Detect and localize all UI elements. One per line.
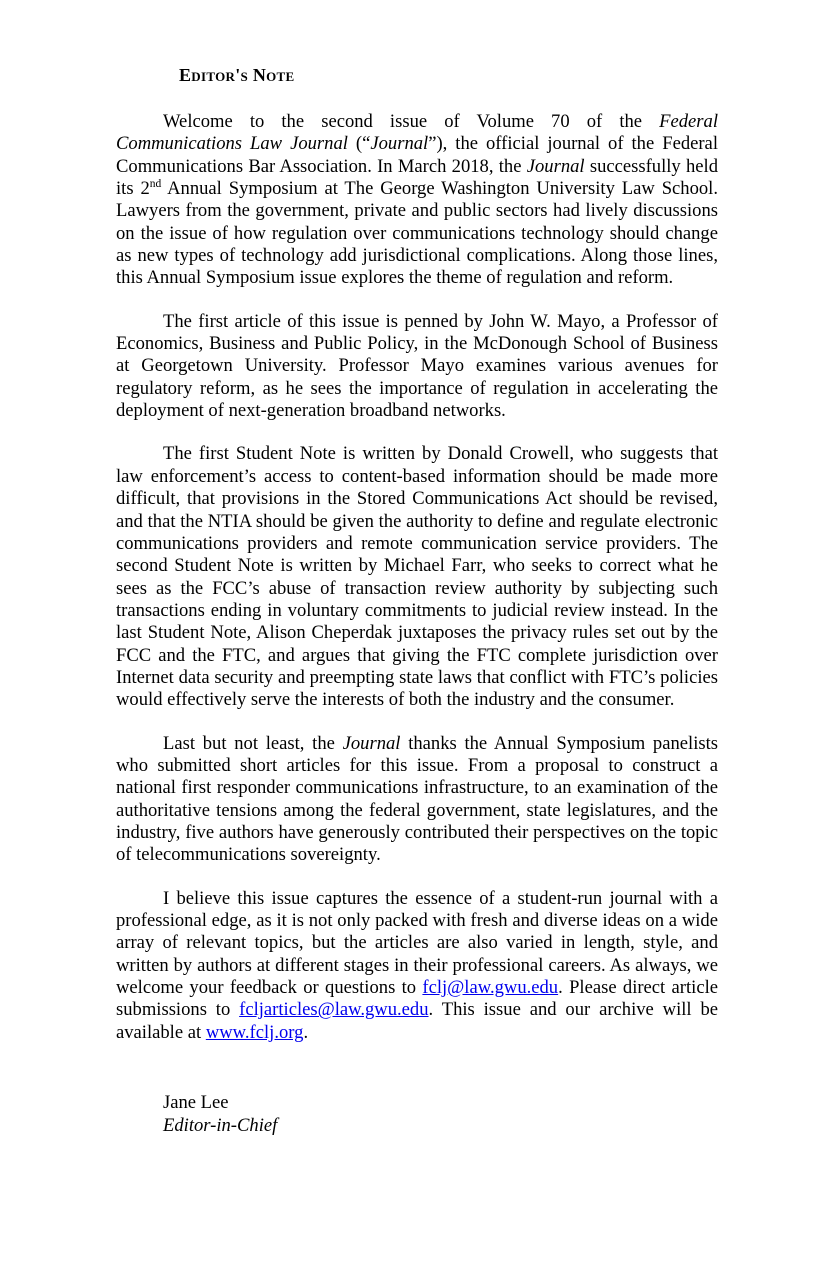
journal-short-name: Journal bbox=[370, 133, 429, 155]
text-span: (“ bbox=[347, 133, 371, 155]
text-span: ”), the official journal of the Federal Communications Bar Association. In March 2018, the bbox=[116, 133, 718, 177]
paragraph-closing bbox=[116, 888, 718, 1044]
signature-name: Jane Lee bbox=[163, 1092, 229, 1114]
paragraph-first-article: The first article of this issue is penned by John W. Mayo, a Professor of Economics, Business and Public Policy, in the McDonough School of Business at Georgetown University. Professor Mayo examines various avenues for regulatory reform, as he sees the importance of regulation in accelerating the deployment of next-generation broadband networks. bbox=[116, 310, 718, 422]
text-span: . This issue and our archive will be available at bbox=[116, 999, 718, 1043]
journal-name: Federal Communications Law Journal bbox=[116, 111, 718, 155]
text-span: . bbox=[303, 1021, 309, 1043]
text-span: Welcome to the second issue of Volume 70 of the bbox=[163, 111, 660, 132]
paragraph-student-notes: The first Student Note is written by Donald Crowell, who suggests that law enforcement’s access to content-based information should be made more difficult, that provisions in the Stored Communications Act should be revised, and that the NTIA should be given the authority to define and regulate electronic communications providers and remote communication service providers. The second Student Note is written by Michael Farr, who seeks to correct what he sees as the FCC’s abuse of transaction review authority by subjecting such transactions ending in voluntary commitments to judicial review instead. In the last Student Note, Alison Cheperdak juxtaposes the privacy rules set out by the FCC and the FTC, and argues that giving the FTC complete jurisdiction over Internet data security and preempting state laws that conflict with FTC’s policies would effectively serve the interests of both the industry and the consumer. bbox=[116, 443, 718, 711]
page-title: Editor's Note bbox=[179, 65, 295, 85]
text-span: . Please direct article submissions to bbox=[116, 977, 718, 1021]
signature-block bbox=[163, 1092, 718, 1137]
text-span: Annual Symposium at The George Washington University Law School. Lawyers from the government, private and public sectors had lively discussions on the issue of how regulation over communications technology should change as new types of technology add jurisdictional complications. Along those lines, this Annual Symposium issue explores the theme of regulation and reform. bbox=[116, 178, 718, 289]
website-link[interactable]: www.fclj.org bbox=[205, 1021, 304, 1043]
editors-note-page bbox=[116, 64, 718, 1137]
feedback-email-link[interactable]: fclj@law.gwu.edu bbox=[422, 977, 559, 999]
journal-short-name: Journal bbox=[526, 155, 585, 177]
paragraph-symposium bbox=[116, 733, 718, 867]
submissions-email-link[interactable]: fcljarticles@law.gwu.edu bbox=[239, 999, 429, 1021]
text-span: thanks the Annual Symposium panelists who submitted short articles for this issue. From a proposal to construct a national first responder communications infrastructure, to an examination of the authoritative tensions among the federal government, state legislatures, and the industry, five authors have generously contributed their perspectives on the topic of telecommunications sovereignty. bbox=[116, 732, 719, 866]
text-span: I believe this issue captures the essence of a student-run journal with a professional edge, as it is not only packed with fresh and diverse ideas on a wide array of relevant topics, but the articles are also varied in length, style, and written by authors at different stages in their professional careers. As always, we welcome your feedback or questions to bbox=[116, 887, 718, 999]
paragraph-intro bbox=[116, 111, 718, 290]
text-span: Last but not least, the bbox=[163, 732, 343, 754]
text-span: successfully held its 2 bbox=[116, 155, 718, 200]
ordinal-suffix: nd bbox=[149, 178, 162, 191]
signature-title: Editor-in-Chief bbox=[163, 1114, 278, 1136]
journal-short-name: Journal bbox=[342, 732, 401, 754]
